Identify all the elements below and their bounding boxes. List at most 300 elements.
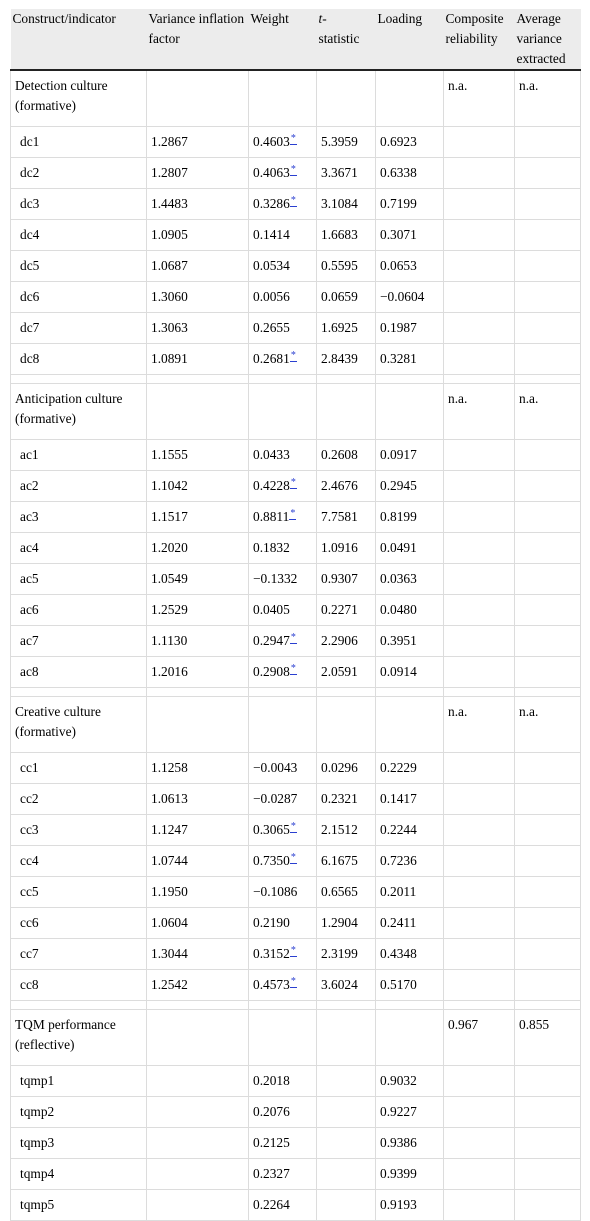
vif-value: 1.0891 bbox=[147, 344, 249, 375]
empty-cell bbox=[444, 564, 515, 595]
empty-cell bbox=[444, 1190, 515, 1221]
spacer-cell bbox=[515, 688, 581, 697]
empty-cell bbox=[515, 1128, 581, 1159]
indicator-id: ac7 bbox=[11, 626, 147, 657]
vif-value: 1.1247 bbox=[147, 815, 249, 846]
vif-value: 1.0549 bbox=[147, 564, 249, 595]
weight-value: 0.3152* bbox=[249, 939, 317, 970]
significance-footnote-link[interactable]: * bbox=[290, 476, 296, 488]
empty-cell bbox=[147, 697, 249, 753]
table-row bbox=[11, 877, 581, 908]
section-spacer bbox=[11, 688, 581, 697]
indicator-id: dc4 bbox=[11, 220, 147, 251]
loading-value: 0.9032 bbox=[376, 1066, 444, 1097]
table-row bbox=[11, 939, 581, 970]
empty-cell bbox=[249, 384, 317, 440]
construct-name: Detection culture (formative) bbox=[11, 70, 147, 127]
empty-cell bbox=[249, 70, 317, 127]
weight-value: 0.2264 bbox=[249, 1190, 317, 1221]
loading-value: 0.2011 bbox=[376, 877, 444, 908]
loading-value: 0.0480 bbox=[376, 595, 444, 626]
table-row bbox=[11, 846, 581, 877]
col-header-vif: Variance inflation factor bbox=[147, 9, 249, 70]
empty-cell bbox=[515, 753, 581, 784]
vif-value: 1.1555 bbox=[147, 440, 249, 471]
construct-name: TQM performance (reflective) bbox=[11, 1010, 147, 1066]
empty-cell bbox=[249, 1010, 317, 1066]
indicator-id: cc6 bbox=[11, 908, 147, 939]
empty-cell bbox=[317, 384, 376, 440]
t-statistic-value: 2.3199 bbox=[317, 939, 376, 970]
t-statistic-value: 0.2271 bbox=[317, 595, 376, 626]
indicator-id: tqmp3 bbox=[11, 1128, 147, 1159]
table-row bbox=[11, 970, 581, 1001]
vif-value: 1.1258 bbox=[147, 753, 249, 784]
vif-value: 1.3044 bbox=[147, 939, 249, 970]
loading-value: 0.1987 bbox=[376, 313, 444, 344]
empty-cell bbox=[249, 697, 317, 753]
loading-value: 0.3281 bbox=[376, 344, 444, 375]
significance-footnote-link[interactable]: * bbox=[290, 662, 296, 674]
indicator-id: dc7 bbox=[11, 313, 147, 344]
empty-cell bbox=[515, 1190, 581, 1221]
indicator-id: cc7 bbox=[11, 939, 147, 970]
indicator-id: cc5 bbox=[11, 877, 147, 908]
loading-value: 0.0914 bbox=[376, 657, 444, 688]
significance-footnote-link[interactable]: * bbox=[290, 194, 296, 206]
weight-value: 0.7350* bbox=[249, 846, 317, 877]
t-statistic-value: 2.8439 bbox=[317, 344, 376, 375]
empty-cell bbox=[515, 784, 581, 815]
indicator-id: dc2 bbox=[11, 158, 147, 189]
spacer-cell bbox=[11, 688, 147, 697]
table-row bbox=[11, 440, 581, 471]
table-row bbox=[11, 313, 581, 344]
empty-cell bbox=[444, 251, 515, 282]
table-row bbox=[11, 251, 581, 282]
weight-value: 0.2076 bbox=[249, 1097, 317, 1128]
empty-cell bbox=[515, 1097, 581, 1128]
weight-value: 0.2125 bbox=[249, 1128, 317, 1159]
col-header-composite-reliability: Composite reliability bbox=[444, 9, 515, 70]
empty-cell bbox=[444, 846, 515, 877]
empty-cell bbox=[376, 70, 444, 127]
vif-value: 1.1130 bbox=[147, 626, 249, 657]
construct-row bbox=[11, 384, 581, 440]
indicator-id: tqmp2 bbox=[11, 1097, 147, 1128]
loading-value: 0.1417 bbox=[376, 784, 444, 815]
loading-value: 0.7236 bbox=[376, 846, 444, 877]
ave-value: n.a. bbox=[515, 70, 581, 127]
loading-value: 0.9227 bbox=[376, 1097, 444, 1128]
empty-cell bbox=[444, 158, 515, 189]
composite-reliability-value: 0.967 bbox=[444, 1010, 515, 1066]
construct-row bbox=[11, 1010, 581, 1066]
vif-value: 1.1042 bbox=[147, 471, 249, 502]
empty-cell bbox=[444, 1097, 515, 1128]
spacer-cell bbox=[317, 375, 376, 384]
vif-value bbox=[147, 1128, 249, 1159]
weight-value: −0.1332 bbox=[249, 564, 317, 595]
loading-value: 0.4348 bbox=[376, 939, 444, 970]
weight-value: 0.2681* bbox=[249, 344, 317, 375]
table-row bbox=[11, 502, 581, 533]
empty-cell bbox=[444, 1159, 515, 1190]
vif-value: 1.1950 bbox=[147, 877, 249, 908]
weight-value: 0.2327 bbox=[249, 1159, 317, 1190]
col-header-loading: Loading bbox=[376, 9, 444, 70]
vif-value: 1.2867 bbox=[147, 127, 249, 158]
loading-value: 0.5170 bbox=[376, 970, 444, 1001]
composite-reliability-value: n.a. bbox=[444, 384, 515, 440]
vif-value: 1.0613 bbox=[147, 784, 249, 815]
t-statistic-value: 7.7581 bbox=[317, 502, 376, 533]
table-row bbox=[11, 533, 581, 564]
indicator-id: ac6 bbox=[11, 595, 147, 626]
significance-footnote-link[interactable]: * bbox=[290, 349, 296, 361]
empty-cell bbox=[515, 502, 581, 533]
weight-value: 0.4228* bbox=[249, 471, 317, 502]
table-row bbox=[11, 1066, 581, 1097]
empty-cell bbox=[444, 753, 515, 784]
indicator-id: tqmp1 bbox=[11, 1066, 147, 1097]
vif-value: 1.3063 bbox=[147, 313, 249, 344]
spacer-cell bbox=[317, 688, 376, 697]
empty-cell bbox=[444, 784, 515, 815]
col-header-ave: Average variance extracted bbox=[515, 9, 581, 70]
vif-value: 1.2542 bbox=[147, 970, 249, 1001]
indicator-id: ac4 bbox=[11, 533, 147, 564]
empty-cell bbox=[444, 595, 515, 626]
spacer-cell bbox=[444, 688, 515, 697]
weight-value: 0.4603* bbox=[249, 127, 317, 158]
empty-cell bbox=[515, 220, 581, 251]
ave-value: n.a. bbox=[515, 697, 581, 753]
empty-cell bbox=[444, 313, 515, 344]
vif-value bbox=[147, 1066, 249, 1097]
t-statistic-value: 0.9307 bbox=[317, 564, 376, 595]
loading-value: 0.9193 bbox=[376, 1190, 444, 1221]
weight-value: 0.2908* bbox=[249, 657, 317, 688]
vif-value bbox=[147, 1190, 249, 1221]
spacer-cell bbox=[444, 1001, 515, 1010]
significance-footnote-link[interactable]: * bbox=[290, 631, 296, 643]
spacer-cell bbox=[11, 1001, 147, 1010]
table-header bbox=[11, 9, 581, 70]
spacer-cell bbox=[249, 375, 317, 384]
indicator-id: cc8 bbox=[11, 970, 147, 1001]
vif-value: 1.0687 bbox=[147, 251, 249, 282]
loading-value: 0.6338 bbox=[376, 158, 444, 189]
empty-cell bbox=[515, 846, 581, 877]
significance-footnote-link[interactable]: * bbox=[290, 820, 296, 832]
t-statistic-value: 2.4676 bbox=[317, 471, 376, 502]
table-row bbox=[11, 220, 581, 251]
ave-value: 0.855 bbox=[515, 1010, 581, 1066]
table-row bbox=[11, 1190, 581, 1221]
empty-cell bbox=[444, 127, 515, 158]
empty-cell bbox=[515, 282, 581, 313]
loading-value: 0.9386 bbox=[376, 1128, 444, 1159]
table-row bbox=[11, 753, 581, 784]
construct-row bbox=[11, 70, 581, 127]
spacer-cell bbox=[444, 375, 515, 384]
section-spacer bbox=[11, 1001, 581, 1010]
indicator-id: cc2 bbox=[11, 784, 147, 815]
empty-cell bbox=[515, 1159, 581, 1190]
loading-value: 0.2945 bbox=[376, 471, 444, 502]
construct-name: Anticipation culture (formative) bbox=[11, 384, 147, 440]
spacer-cell bbox=[249, 1001, 317, 1010]
t-italic: t bbox=[318, 11, 323, 26]
empty-cell bbox=[147, 384, 249, 440]
indicator-id: ac3 bbox=[11, 502, 147, 533]
t-statistic-value: 6.1675 bbox=[317, 846, 376, 877]
col-header-construct: Construct/indicator bbox=[11, 9, 147, 70]
table-body bbox=[11, 70, 581, 1221]
weight-value: 0.4573* bbox=[249, 970, 317, 1001]
col-header-weight: Weight bbox=[249, 9, 317, 70]
empty-cell bbox=[515, 533, 581, 564]
empty-cell bbox=[515, 127, 581, 158]
empty-cell bbox=[317, 70, 376, 127]
t-statistic-value: 2.0591 bbox=[317, 657, 376, 688]
empty-cell bbox=[515, 344, 581, 375]
spacer-cell bbox=[249, 688, 317, 697]
indicator-id: ac5 bbox=[11, 564, 147, 595]
weight-value: 0.1832 bbox=[249, 533, 317, 564]
spacer-cell bbox=[515, 1001, 581, 1010]
t-statistic-value: 3.3671 bbox=[317, 158, 376, 189]
empty-cell bbox=[444, 626, 515, 657]
empty-cell bbox=[444, 1128, 515, 1159]
empty-cell bbox=[376, 697, 444, 753]
empty-cell bbox=[444, 471, 515, 502]
table-row bbox=[11, 815, 581, 846]
construct-row bbox=[11, 697, 581, 753]
t-statistic-value: 2.1512 bbox=[317, 815, 376, 846]
t-statistic-value: 3.1084 bbox=[317, 189, 376, 220]
empty-cell bbox=[444, 908, 515, 939]
table-row bbox=[11, 127, 581, 158]
empty-cell bbox=[444, 189, 515, 220]
table-row bbox=[11, 158, 581, 189]
vif-value bbox=[147, 1159, 249, 1190]
empty-cell bbox=[515, 158, 581, 189]
empty-cell bbox=[147, 70, 249, 127]
table-row bbox=[11, 564, 581, 595]
empty-cell bbox=[515, 471, 581, 502]
empty-cell bbox=[317, 697, 376, 753]
weight-value: 0.2655 bbox=[249, 313, 317, 344]
loading-value: 0.0653 bbox=[376, 251, 444, 282]
spacer-cell bbox=[11, 375, 147, 384]
empty-cell bbox=[444, 220, 515, 251]
vif-value: 1.0905 bbox=[147, 220, 249, 251]
loading-value: 0.7199 bbox=[376, 189, 444, 220]
vif-value: 1.2807 bbox=[147, 158, 249, 189]
section-spacer bbox=[11, 375, 581, 384]
significance-footnote-link[interactable]: * bbox=[290, 975, 296, 987]
table-row bbox=[11, 189, 581, 220]
table-row bbox=[11, 471, 581, 502]
empty-cell bbox=[515, 189, 581, 220]
vif-value: 1.3060 bbox=[147, 282, 249, 313]
loading-value: 0.0491 bbox=[376, 533, 444, 564]
loading-value: 0.9399 bbox=[376, 1159, 444, 1190]
loading-value: 0.2229 bbox=[376, 753, 444, 784]
spacer-cell bbox=[147, 1001, 249, 1010]
spacer-cell bbox=[376, 688, 444, 697]
weight-value: 0.2018 bbox=[249, 1066, 317, 1097]
t-statistic-value: 0.5595 bbox=[317, 251, 376, 282]
empty-cell bbox=[444, 877, 515, 908]
t-statistic-value: 0.0659 bbox=[317, 282, 376, 313]
empty-cell bbox=[444, 970, 515, 1001]
t-statistic-value bbox=[317, 1128, 376, 1159]
loading-value: 0.6923 bbox=[376, 127, 444, 158]
weight-value: 0.0405 bbox=[249, 595, 317, 626]
indicator-id: cc4 bbox=[11, 846, 147, 877]
weight-value: 0.0056 bbox=[249, 282, 317, 313]
empty-cell bbox=[444, 440, 515, 471]
indicator-id: tqmp4 bbox=[11, 1159, 147, 1190]
indicator-id: dc1 bbox=[11, 127, 147, 158]
table-row bbox=[11, 784, 581, 815]
col-header-t-statistic: t- statistic bbox=[317, 9, 376, 70]
empty-cell bbox=[317, 1010, 376, 1066]
t-statistic-value: 0.0296 bbox=[317, 753, 376, 784]
spacer-cell bbox=[376, 1001, 444, 1010]
vif-value: 1.0604 bbox=[147, 908, 249, 939]
results-table bbox=[10, 9, 581, 1221]
table-row bbox=[11, 1159, 581, 1190]
empty-cell bbox=[515, 815, 581, 846]
empty-cell bbox=[515, 657, 581, 688]
t-statistic-value: 1.0916 bbox=[317, 533, 376, 564]
empty-cell bbox=[444, 502, 515, 533]
indicator-id: ac1 bbox=[11, 440, 147, 471]
weight-value: 0.2190 bbox=[249, 908, 317, 939]
weight-value: −0.0043 bbox=[249, 753, 317, 784]
table-row bbox=[11, 282, 581, 313]
vif-value bbox=[147, 1097, 249, 1128]
composite-reliability-value: n.a. bbox=[444, 70, 515, 127]
empty-cell bbox=[515, 313, 581, 344]
loading-value: 0.3951 bbox=[376, 626, 444, 657]
indicator-id: cc3 bbox=[11, 815, 147, 846]
vif-value: 1.2529 bbox=[147, 595, 249, 626]
empty-cell bbox=[515, 1066, 581, 1097]
spacer-cell bbox=[147, 688, 249, 697]
significance-footnote-link[interactable]: * bbox=[290, 851, 296, 863]
vif-value: 1.2016 bbox=[147, 657, 249, 688]
loading-value: 0.2244 bbox=[376, 815, 444, 846]
weight-value: 0.8811* bbox=[249, 502, 317, 533]
loading-value: 0.8199 bbox=[376, 502, 444, 533]
t-statistic-value: 0.2321 bbox=[317, 784, 376, 815]
empty-cell bbox=[376, 1010, 444, 1066]
indicator-id: cc1 bbox=[11, 753, 147, 784]
indicator-id: dc3 bbox=[11, 189, 147, 220]
empty-cell bbox=[515, 626, 581, 657]
indicator-id: dc5 bbox=[11, 251, 147, 282]
empty-cell bbox=[444, 344, 515, 375]
t-statistic-value: 3.6024 bbox=[317, 970, 376, 1001]
weight-value: 0.0433 bbox=[249, 440, 317, 471]
table-row bbox=[11, 626, 581, 657]
loading-value: −0.0604 bbox=[376, 282, 444, 313]
vif-value: 1.4483 bbox=[147, 189, 249, 220]
empty-cell bbox=[515, 440, 581, 471]
t-statistic-value: 1.6683 bbox=[317, 220, 376, 251]
t-statistic-value bbox=[317, 1190, 376, 1221]
t-statistic-value: 1.2904 bbox=[317, 908, 376, 939]
significance-footnote-link[interactable]: * bbox=[290, 163, 296, 175]
spacer-cell bbox=[147, 375, 249, 384]
indicator-id: dc8 bbox=[11, 344, 147, 375]
t-statistic-value: 0.6565 bbox=[317, 877, 376, 908]
weight-value: 0.3286* bbox=[249, 189, 317, 220]
significance-footnote-link[interactable]: * bbox=[290, 944, 296, 956]
t-statistic-value: 5.3959 bbox=[317, 127, 376, 158]
t-statistic-value: 0.2608 bbox=[317, 440, 376, 471]
table-container bbox=[10, 9, 580, 1221]
loading-value: 0.2411 bbox=[376, 908, 444, 939]
loading-value: 0.3071 bbox=[376, 220, 444, 251]
empty-cell bbox=[444, 533, 515, 564]
table-row bbox=[11, 1128, 581, 1159]
loading-value: 0.0917 bbox=[376, 440, 444, 471]
weight-value: 0.4063* bbox=[249, 158, 317, 189]
significance-footnote-link[interactable]: * bbox=[290, 507, 296, 519]
empty-cell bbox=[147, 1010, 249, 1066]
spacer-cell bbox=[515, 375, 581, 384]
table-row bbox=[11, 657, 581, 688]
empty-cell bbox=[444, 815, 515, 846]
weight-value: 0.2947* bbox=[249, 626, 317, 657]
empty-cell bbox=[444, 939, 515, 970]
weight-value: 0.0534 bbox=[249, 251, 317, 282]
table-row bbox=[11, 908, 581, 939]
empty-cell bbox=[444, 1066, 515, 1097]
table-row bbox=[11, 344, 581, 375]
empty-cell bbox=[444, 282, 515, 313]
weight-value: −0.1086 bbox=[249, 877, 317, 908]
t-statistic-value: 1.6925 bbox=[317, 313, 376, 344]
weight-value: 0.3065* bbox=[249, 815, 317, 846]
ave-value: n.a. bbox=[515, 384, 581, 440]
empty-cell bbox=[515, 877, 581, 908]
t-statistic-value bbox=[317, 1159, 376, 1190]
loading-value: 0.0363 bbox=[376, 564, 444, 595]
vif-value: 1.2020 bbox=[147, 533, 249, 564]
spacer-cell bbox=[317, 1001, 376, 1010]
t-statistic-value bbox=[317, 1097, 376, 1128]
construct-name: Creative culture (formative) bbox=[11, 697, 147, 753]
empty-cell bbox=[515, 595, 581, 626]
spacer-cell bbox=[376, 375, 444, 384]
table-row bbox=[11, 595, 581, 626]
empty-cell bbox=[515, 564, 581, 595]
empty-cell bbox=[515, 908, 581, 939]
indicator-id: ac8 bbox=[11, 657, 147, 688]
vif-value: 1.0744 bbox=[147, 846, 249, 877]
significance-footnote-link[interactable]: * bbox=[290, 132, 296, 144]
weight-value: −0.0287 bbox=[249, 784, 317, 815]
weight-value: 0.1414 bbox=[249, 220, 317, 251]
indicator-id: tqmp5 bbox=[11, 1190, 147, 1221]
